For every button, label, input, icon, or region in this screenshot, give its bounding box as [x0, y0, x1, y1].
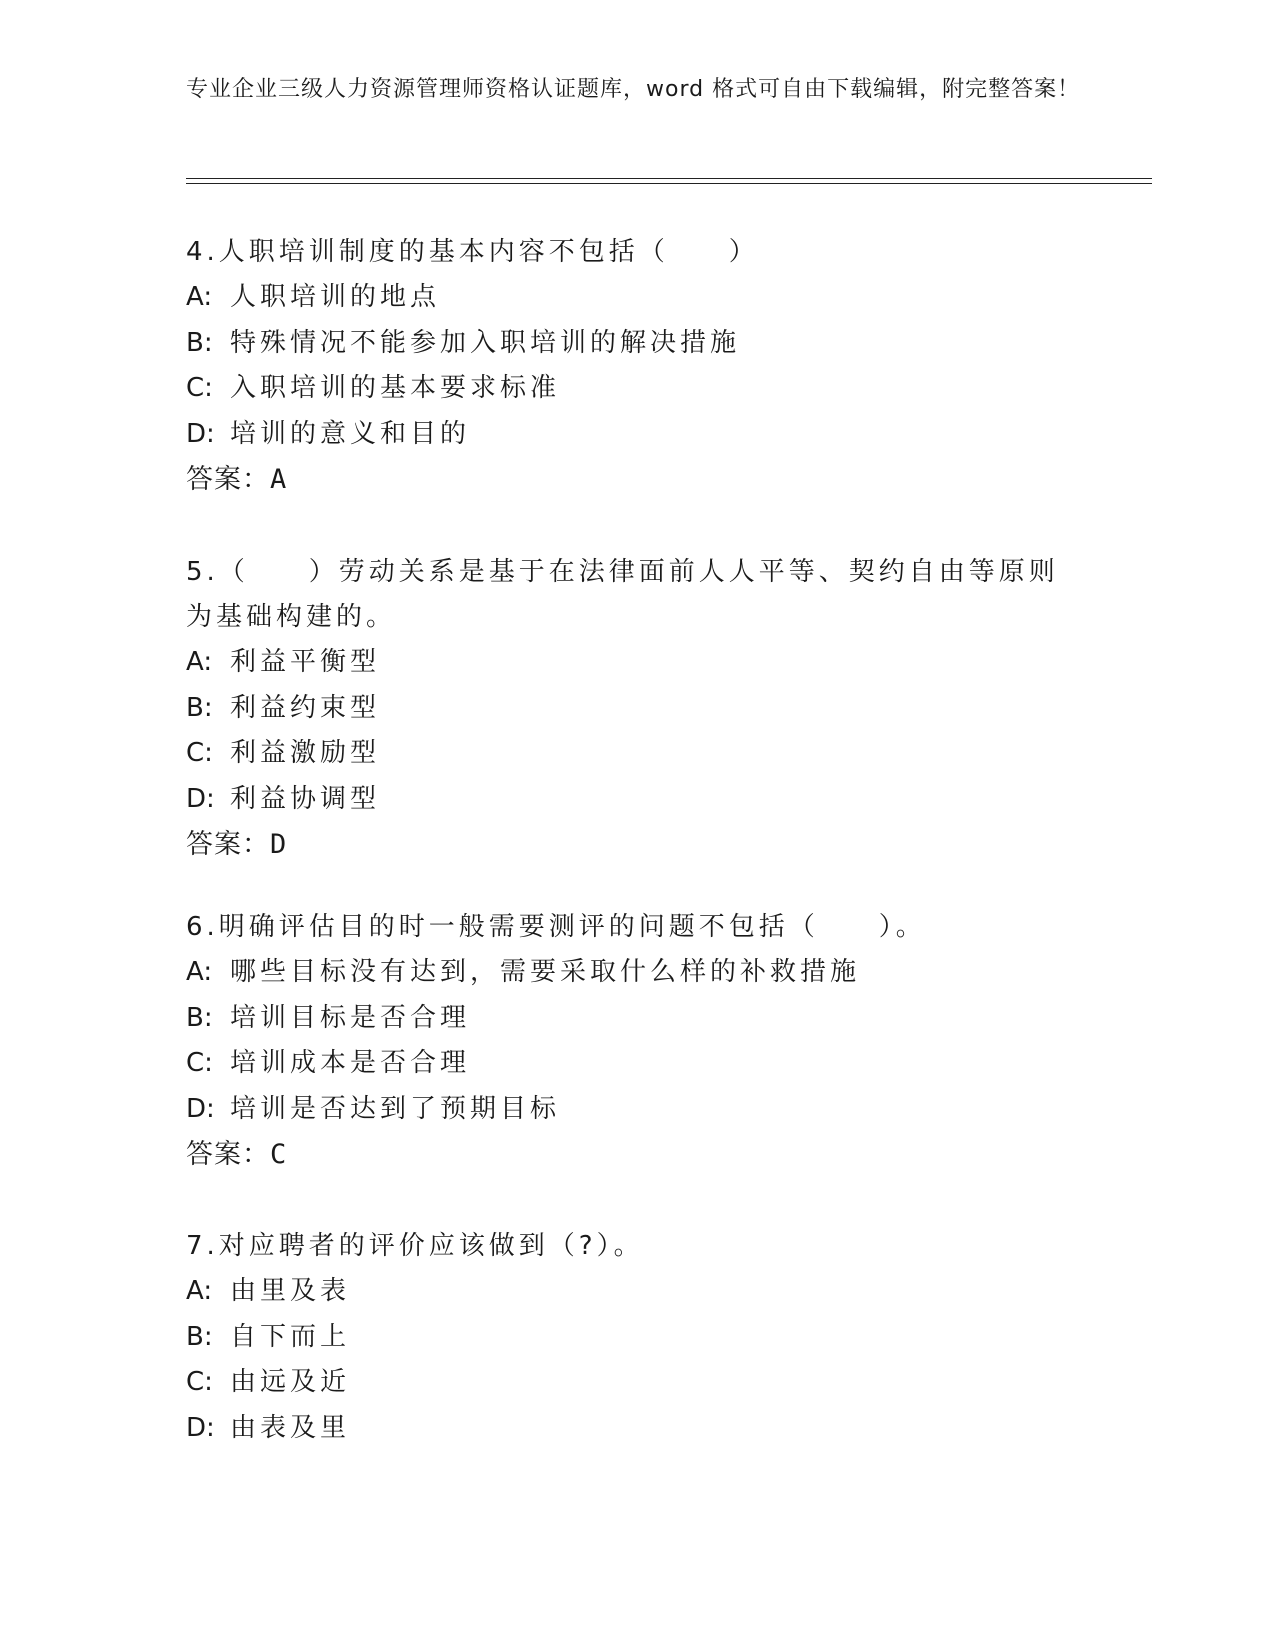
option-key: D: — [186, 1093, 215, 1124]
option-text: 由表及里 — [230, 1412, 351, 1443]
answer-value: D — [270, 829, 288, 860]
option-text: 入职培训的基本要求标准 — [230, 373, 561, 403]
option-key: C: — [186, 1048, 213, 1078]
answer-value: C — [270, 1139, 288, 1170]
option-text: 培训成本是否合理 — [230, 1048, 471, 1078]
option-key: D: — [186, 418, 215, 449]
option-text: 由远及近 — [230, 1367, 351, 1397]
option-c — [186, 1360, 1086, 1406]
option-key: D: — [186, 783, 215, 814]
question-stem: 7.对应聘者的评价应该做到（?）。 — [186, 1231, 644, 1261]
option-key: B: — [186, 327, 213, 358]
option-text: 培训是否达到了预期目标 — [230, 1093, 561, 1124]
option-d — [186, 777, 1086, 823]
answer-label: 答案： — [186, 1139, 270, 1170]
option-text: 由里及表 — [230, 1276, 351, 1306]
option-a — [186, 640, 1086, 686]
document-header: 专业企业三级人力资源管理师资格认证题库，word 格式可自由下载编辑，附完整答案！ — [186, 77, 1081, 102]
answer — [186, 457, 1086, 502]
option-text: 利益平衡型 — [230, 647, 381, 677]
question-stem: 6.明确评估目的时一般需要测评的问题不包括（ ）。 — [186, 912, 926, 942]
option-d — [186, 412, 1086, 458]
option-text: 人职培训的地点 — [230, 282, 441, 312]
option-b — [186, 686, 1086, 732]
answer — [186, 1132, 1086, 1177]
option-text: 培训目标是否合理 — [230, 1002, 471, 1033]
option-c — [186, 366, 1086, 412]
header-divider-top — [186, 178, 1152, 179]
option-key: A: — [186, 1276, 213, 1306]
question-7 — [186, 1224, 1086, 1451]
option-text: 自下而上 — [230, 1321, 351, 1352]
question-6 — [186, 905, 1086, 1177]
option-key: A: — [186, 647, 213, 677]
option-text: 哪些目标没有达到，需要采取什么样的补救措施 — [230, 957, 861, 987]
option-key: D: — [186, 1412, 215, 1443]
answer — [186, 822, 1086, 867]
option-key: B: — [186, 692, 213, 723]
option-key: C: — [186, 373, 213, 403]
answer-value: A — [270, 464, 288, 495]
header-divider-bottom — [186, 183, 1152, 184]
option-c — [186, 1041, 1086, 1087]
answer-label: 答案： — [186, 829, 270, 860]
option-b — [186, 1315, 1086, 1361]
option-b — [186, 321, 1086, 367]
question-stem: 4.人职培训制度的基本内容不包括（ ） — [186, 237, 759, 267]
option-a — [186, 1269, 1086, 1315]
option-b — [186, 996, 1086, 1042]
question-4 — [186, 230, 1086, 502]
option-text: 培训的意义和目的 — [230, 418, 471, 449]
option-a — [186, 950, 1086, 996]
option-key: A: — [186, 957, 213, 987]
option-key: B: — [186, 1002, 213, 1033]
option-text: 利益协调型 — [230, 783, 381, 814]
option-text: 利益约束型 — [230, 692, 381, 723]
answer-label: 答案： — [186, 464, 270, 495]
option-text: 特殊情况不能参加入职培训的解决措施 — [230, 327, 741, 358]
option-text: 利益激励型 — [230, 738, 381, 768]
option-a — [186, 275, 1086, 321]
option-key: C: — [186, 738, 213, 768]
question-5 — [186, 550, 1086, 867]
option-key: C: — [186, 1367, 213, 1397]
option-key: B: — [186, 1321, 213, 1352]
option-d — [186, 1087, 1086, 1133]
option-key: A: — [186, 282, 213, 312]
option-d — [186, 1406, 1086, 1452]
option-c — [186, 731, 1086, 777]
question-stem: 5.（ ）劳动关系是基于在法律面前人人平等、契约自由等原则为基础构建的。 — [186, 557, 1059, 632]
